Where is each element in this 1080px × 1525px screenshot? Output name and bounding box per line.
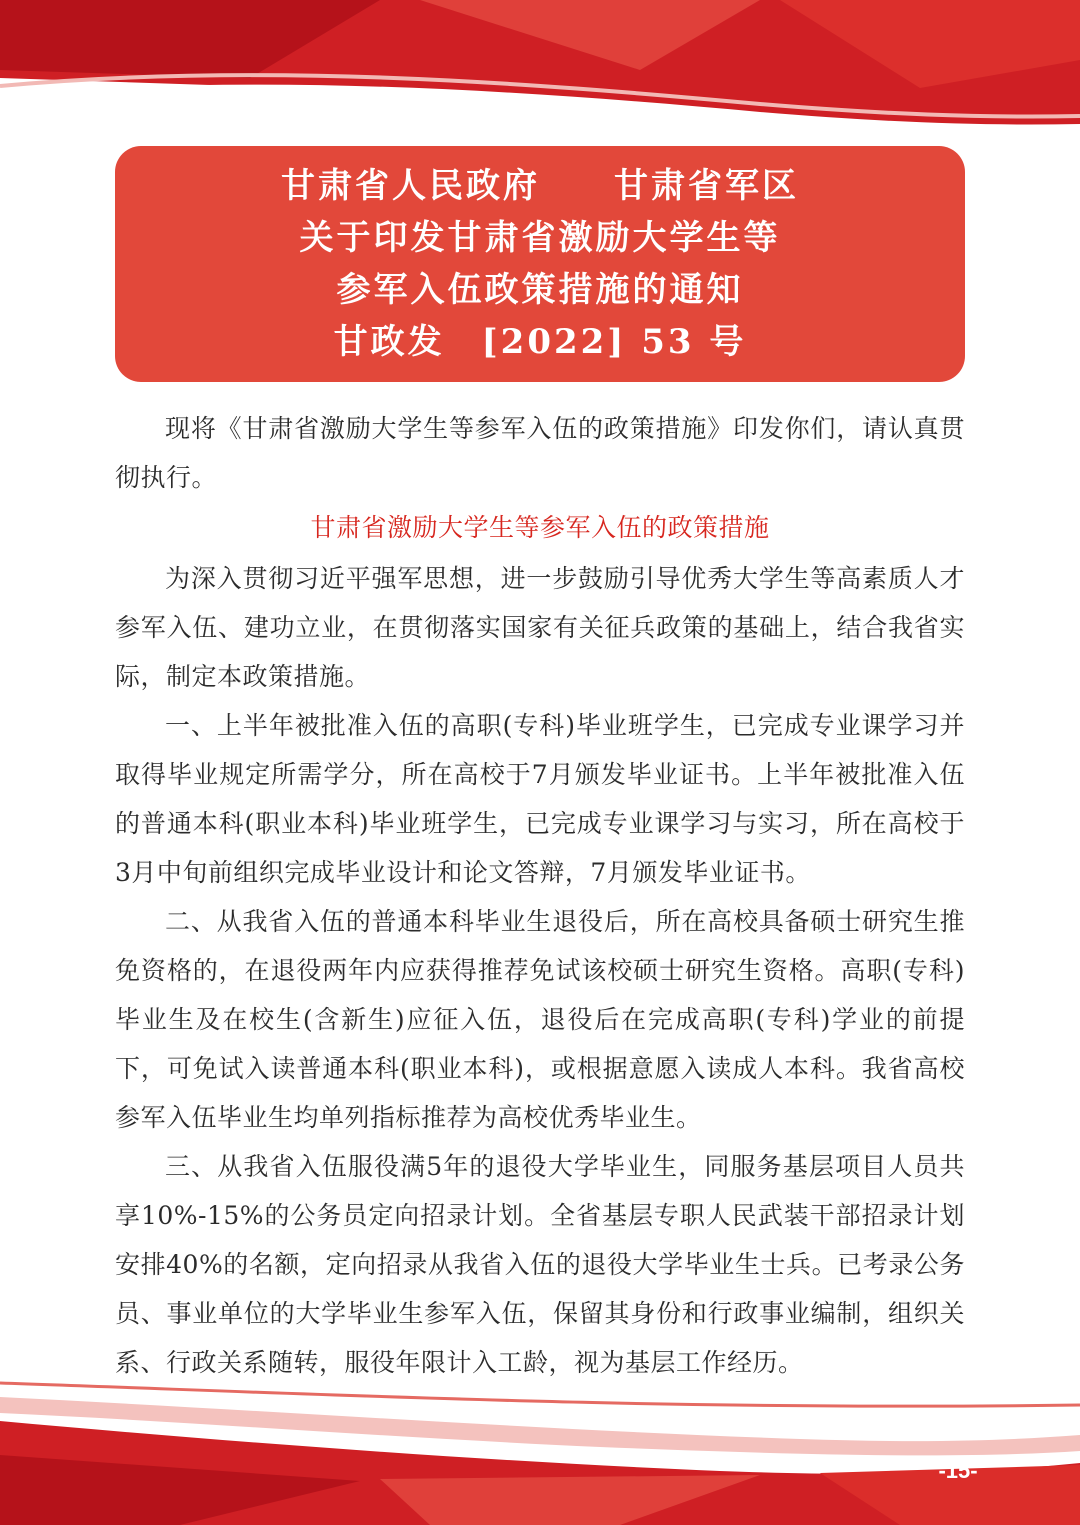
bottom-banner-thin-stroke [0, 1383, 1080, 1406]
title-line-notice: 参军入伍政策措施的通知 [336, 270, 744, 310]
bottom-decorative-banner [0, 1375, 1080, 1525]
title-line-document-number: 甘政发 [2022] 53 号 [333, 322, 747, 362]
document-body [115, 404, 965, 1387]
policy-item-1: 一、上半年被批准入伍的高职(专科)毕业班学生，已完成专业课学习并取得毕业规定所需学分，所在高校于7月颁发毕业证书。上半年被批准入伍的普通本科(职业本科)毕业班学生，已完成专业课学习与实习，所在高校于3月中旬前组织完成毕业设计和论文答辩，7月颁发毕业证书。 [115, 711, 965, 887]
title-line-issuers: 甘肃省人民政府 甘肃省军区 [281, 166, 799, 206]
page-number: -15- [938, 1458, 978, 1483]
title-box [115, 146, 965, 382]
top-decorative-banner [0, 0, 1080, 140]
preamble-paragraph: 为深入贯彻习近平强军思想，进一步鼓励引导优秀大学生等高素质人才参军入伍、建功立业，在贯彻落实国家有关征兵政策的基础上，结合我省实际，制定本政策措施。 [115, 564, 965, 691]
policy-heading: 甘肃省激励大学生等参军入伍的政策措施 [310, 513, 770, 542]
intro-paragraph: 现将《甘肃省激励大学生等参军入伍的政策措施》印发你们，请认真贯彻执行。 [115, 414, 965, 492]
title-line-subject: 关于印发甘肃省激励大学生等 [299, 218, 781, 258]
policy-item-2: 二、从我省入伍的普通本科毕业生退役后，所在高校具备硕士研究生推免资格的，在退役两年内应获得推荐免试该校硕士研究生资格。高职(专科)毕业生及在校生(含新生)应征入伍，退役后在完成高职(专科)学业的前提下，可免试入读普通本科(职业本科)，或根据意愿入读成人本科。我省高校参军入伍毕业生均单列指标推荐为高校优秀毕业生。 [115, 907, 965, 1132]
policy-item-3: 三、从我省入伍服役满5年的退役大学毕业生，同服务基层项目人员共享10%-15%的公务员定向招录计划。全省基层专职人民武装干部招录计划安排40%的名额，定向招录从我省入伍的退役大学毕业生士兵。已考录公务员、事业单位的大学毕业生参军入伍，保留其身份和行政事业编制，组织关系、行政关系随转，服役年限计入工龄，视为基层工作经历。 [115, 1152, 965, 1377]
